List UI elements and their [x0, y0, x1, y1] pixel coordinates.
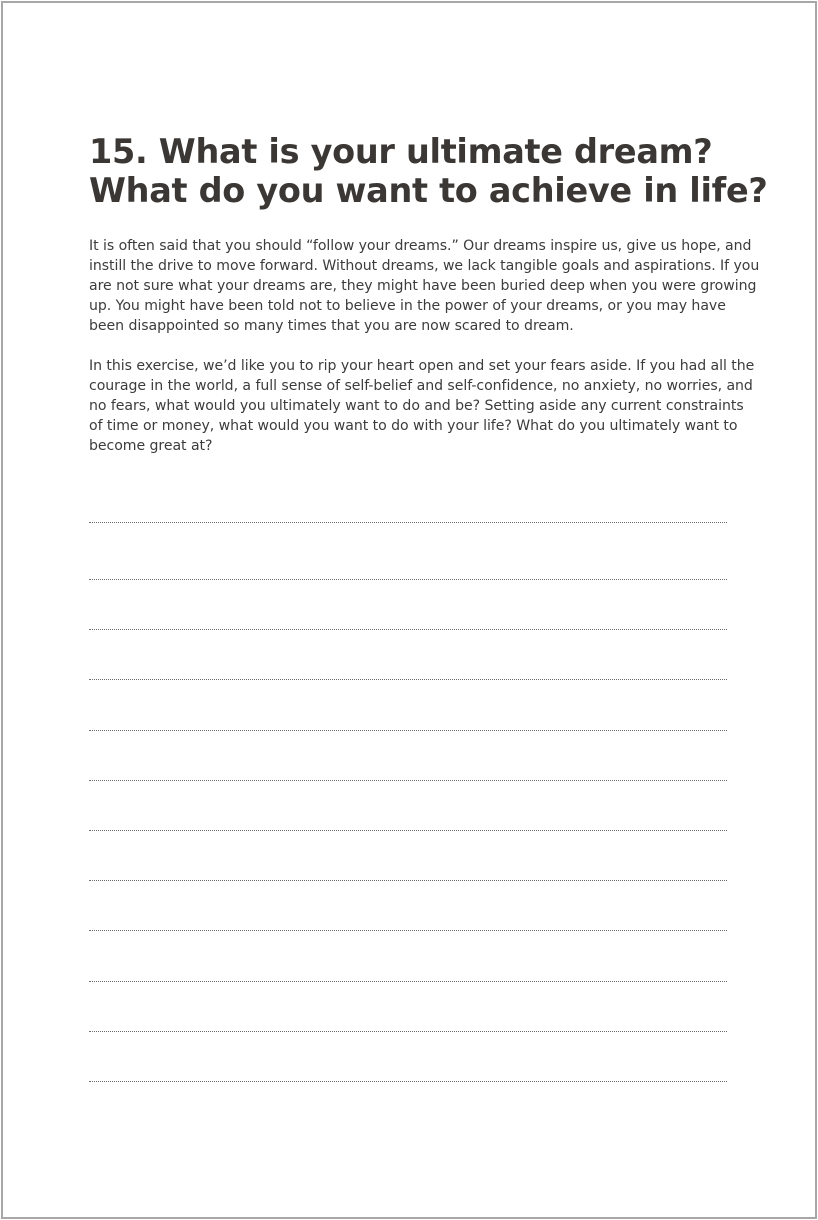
answer-line[interactable] [89, 629, 727, 630]
answer-line[interactable] [89, 1081, 727, 1082]
writing-area[interactable] [89, 0, 768, 1220]
title-line-2: What do you want to achieve in life? [89, 171, 768, 210]
intro-line: up. You might have been told not to believe in the power of your dreams, or you may have [89, 298, 726, 314]
intro-line: are not sure what your dreams are, they might have been buried deep when you were growing [89, 278, 757, 294]
answer-line[interactable] [89, 930, 727, 931]
intro-line: instill the drive to move forward. Without dreams, we lack tangible goals and aspirations. If you [89, 258, 760, 274]
exercise-line: of time or money, what would you want to do with your life? What do you ultimately want to [89, 418, 738, 434]
intro-line: been disappointed so many times that you are now scared to dream. [89, 318, 574, 334]
title-line-1: 15. What is your ultimate dream? [89, 132, 713, 171]
exercise-line: no fears, what would you ultimately want to do and be? Setting aside any current constraints [89, 398, 744, 414]
answer-line[interactable] [89, 880, 727, 881]
intro-line: It is often said that you should “follow your dreams.” Our dreams inspire us, give us hope, and [89, 238, 752, 254]
answer-line[interactable] [89, 981, 727, 982]
answer-line[interactable] [89, 1031, 727, 1032]
answer-line[interactable] [89, 780, 727, 781]
exercise-line: courage in the world, a full sense of self-belief and self-confidence, no anxiety, no worries, and [89, 378, 753, 394]
answer-line[interactable] [89, 830, 727, 831]
answer-line[interactable] [89, 579, 727, 580]
answer-line[interactable] [89, 679, 727, 680]
answer-line[interactable] [89, 522, 727, 523]
exercise-line: In this exercise, we’d like you to rip your heart open and set your fears aside. If you had all the [89, 358, 755, 374]
exercise-line: become great at? [89, 438, 213, 454]
answer-line[interactable] [89, 730, 727, 731]
